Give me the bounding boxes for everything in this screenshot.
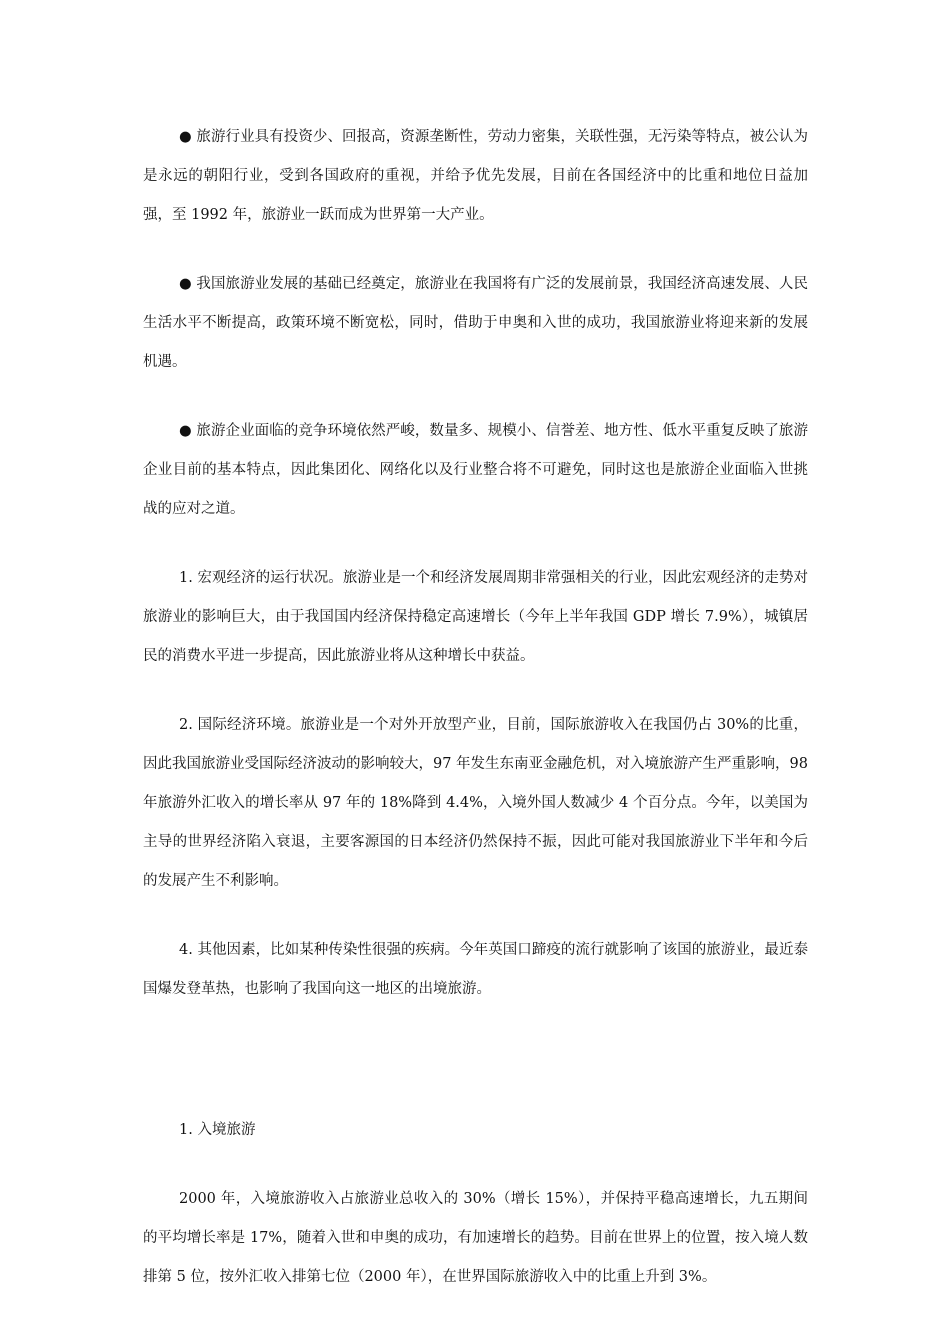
paragraph-other-factors: 4. 其他因素，比如某种传染性很强的疾病。今年英国口蹄疫的流行就影响了该国的旅游业，最近泰国爆发登革热，也影响了我国向这一地区的出境旅游。	[143, 942, 808, 997]
paragraph-tourism-features: ● 旅游行业具有投资少、回报高，资源垄断性，劳动力密集，关联性强，无污染等特点，被公认为是永远的朝阳行业，受到各国政府的重视，并给予优先发展，目前在各国经济中的比重和地位日益加强，至 1992 年，旅游业一跃而成为世界第一大产业。	[143, 129, 808, 223]
paragraph-domestic-prospects: ● 我国旅游业发展的基础已经奠定，旅游业在我国将有广泛的发展前景，我国经济高速发展、人民生活水平不断提高，政策环境不断宽松，同时，借助于申奥和入世的成功，我国旅游业将迎来新的发展机遇。	[143, 276, 808, 370]
paragraph-competition: ● 旅游企业面临的竞争环境依然严峻，数量多、规模小、信誉差、地方性、低水平重复反映了旅游企业目前的基本特点，因此集团化、网络化以及行业整合将不可避免，同时这也是旅游企业面临入世挑战的应对之道。	[143, 423, 808, 517]
document-page	[143, 118, 808, 1297]
paragraph-international-economy: 2. 国际经济环境。旅游业是一个对外开放型产业，目前，国际旅游收入在我国仍占 30%的比重，因此我国旅游业受国际经济波动的影响较大，97 年发生东南亚金融危机，对入境旅游产生严重影响，98 年旅游外汇收入的增长率从 97 年的 18%降到 4.4%，入境外国人数减少 4 个百分点。今年，以美国为主导的世界经济陷入衰退，主要客源国的日本经济仍然保持不振，因此可能对我国旅游业下半年和今后的发展产生不利影响。	[143, 717, 809, 889]
section-heading-inbound-tourism: 1. 入境旅游	[179, 1122, 256, 1138]
paragraph-macro-economy: 1. 宏观经济的运行状况。旅游业是一个和经济发展周期非常强相关的行业，因此宏观经济的走势对旅游业的影响巨大，由于我国国内经济保持稳定高速增长（今年上半年我国 GDP 增长 7.9%），城镇居民的消费水平进一步提高，因此旅游业将从这种增长中获益。	[143, 570, 808, 664]
paragraph-inbound-tourism: 2000 年，入境旅游收入占旅游业总收入的 30%（增长 15%），并保持平稳高速增长，九五期间的平均增长率是 17%，随着入世和申奥的成功，有加速增长的趋势。目前在世界上的位置，按入境人数排第 5 位，按外汇收入排第七位（2000 年），在世界国际旅游收入中的比重上升到 3%。	[143, 1191, 808, 1285]
